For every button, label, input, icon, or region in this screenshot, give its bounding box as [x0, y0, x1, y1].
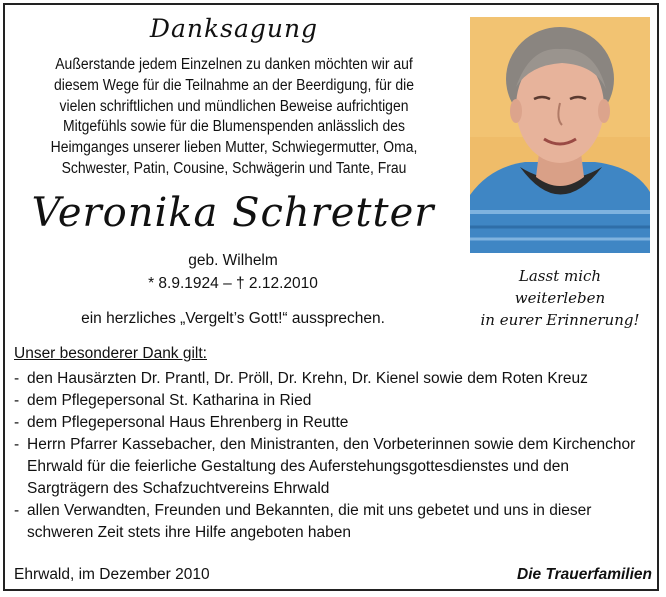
place-date: Ehrwald, im Dezember 2010: [14, 566, 210, 583]
bullet-dash: -: [14, 502, 20, 519]
bullet-dash: -: [14, 392, 20, 409]
thanks-list: [14, 368, 654, 544]
intro-line: diesem Wege für die Teilnahme an der Beerdigung, für die: [53, 76, 415, 94]
caption-line: Lasst mich: [518, 267, 602, 285]
list-item: [14, 368, 654, 390]
signature: Die Trauerfamilien: [517, 566, 652, 583]
notice-heading: Danksagung: [149, 14, 319, 43]
birth-name: geb. Wilhelm: [188, 252, 278, 269]
intro-line: vielen schriftlichen und mündlichen Beweise aufrichtigen: [59, 97, 409, 115]
list-item-text: Herrn Pfarrer Kassebacher, den Ministranten, den Vorbeterinnen sowie dem Kirchenchor Ehrwald für die feierliche Gestaltung des Auferstehungsgottesdienstes und den Sargträgern des Schafzuchtvereins Ehrwald: [27, 436, 636, 497]
list-item-text: dem Pflegepersonal St. Katharina in Ried: [27, 392, 312, 409]
bullet-dash: -: [14, 370, 20, 387]
portrait-photo: [470, 17, 650, 253]
deceased-name: Veronika Schretter: [31, 190, 435, 236]
list-item: [14, 390, 654, 412]
list-item-text: allen Verwandten, Freunden und Bekannten, die mit uns gebetet und uns in dieser schweren Zeit stets ihre Hilfe angeboten haben: [27, 502, 592, 541]
intro-line: Mitgefühls sowie für die Blumenspenden anlässlich des: [63, 118, 405, 136]
list-item-text: den Hausärzten Dr. Prantl, Dr. Pröll, Dr. Krehn, Dr. Kienel sowie dem Roten Kreuz: [27, 370, 588, 387]
list-item: [14, 434, 654, 500]
closing-phrase: ein herzliches „Vergelt’s Gott!“ aussprechen.: [81, 310, 385, 327]
life-dates: * 8.9.1924 – † 2.12.2010: [148, 275, 318, 292]
caption-line: weiterleben: [514, 289, 606, 307]
caption-line: in eurer Erinnerung!: [480, 311, 640, 329]
intro-text: [32, 55, 435, 180]
list-item-text: dem Pflegepersonal Haus Ehrenberg in Reutte: [27, 414, 349, 431]
intro-line: Heimganges unserer lieben Mutter, Schwiegermutter, Oma,: [50, 139, 418, 157]
bullet-dash: -: [14, 436, 20, 453]
list-item: [14, 500, 654, 544]
bullet-dash: -: [14, 414, 20, 431]
photo-caption: [462, 265, 658, 331]
thanks-heading: Unser besonderer Dank gilt:: [14, 345, 207, 362]
intro-line: Außerstande jedem Einzelnen zu danken möchten wir auf: [55, 56, 413, 73]
portrait-illustration: [470, 17, 650, 253]
list-item: [14, 412, 654, 434]
intro-line: Schwester, Patin, Cousine, Schwägerin und Tante, Frau: [61, 159, 407, 177]
